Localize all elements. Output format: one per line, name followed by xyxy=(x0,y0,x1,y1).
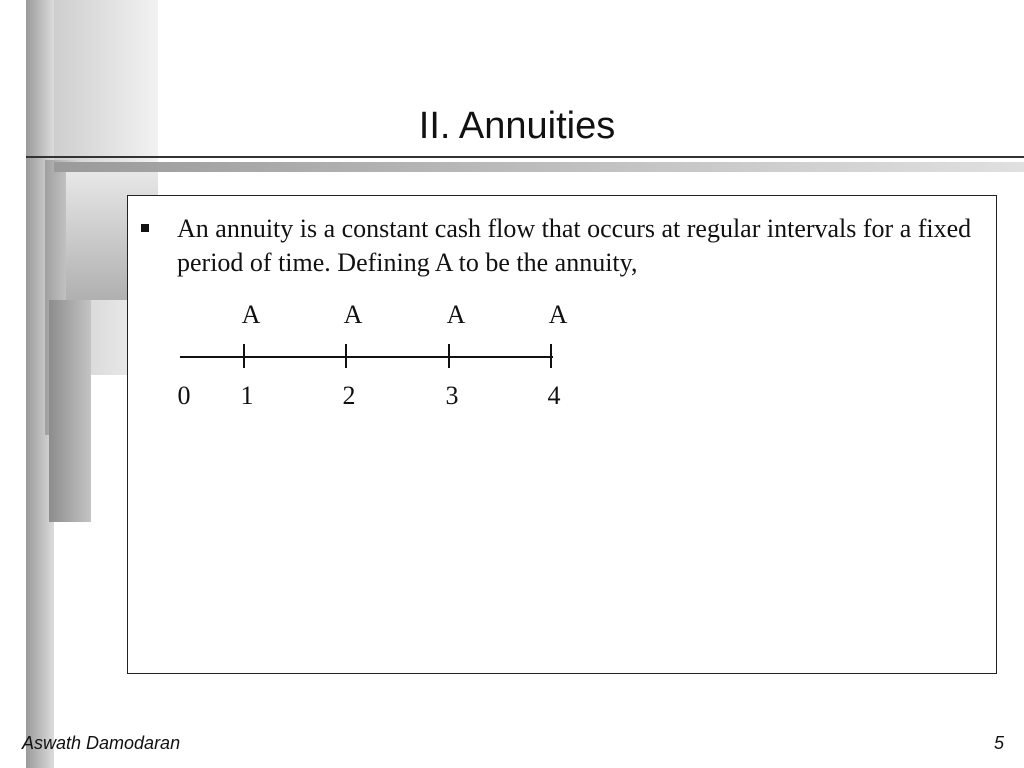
cash-flow-label: A xyxy=(446,300,466,329)
footer-author: Aswath Damodaran xyxy=(22,733,181,753)
title-underline xyxy=(26,156,1024,158)
period-label: 2 xyxy=(342,381,356,410)
slide-title: II. Annuities xyxy=(418,105,616,147)
timeline-tick xyxy=(243,344,245,368)
decorative-header-band xyxy=(54,162,1024,172)
bullet-square-icon xyxy=(141,224,149,232)
period-label: 0 xyxy=(177,381,191,410)
period-label: 3 xyxy=(445,381,459,410)
period-label: 1 xyxy=(240,381,254,410)
timeline-tick xyxy=(448,344,450,368)
page-number: 5 xyxy=(993,733,1004,753)
cash-flow-label: A xyxy=(548,300,568,329)
timeline-tick xyxy=(345,344,347,368)
timeline-tick xyxy=(550,344,552,368)
decorative-bar-lower xyxy=(49,300,91,522)
cash-flow-label: A xyxy=(241,300,261,329)
bullet-text: An annuity is a constant cash flow that occurs at regular intervals for a fixed period of time. Defining A to be the annuity, xyxy=(177,214,972,277)
timeline-line xyxy=(180,356,553,358)
period-label: 4 xyxy=(547,381,561,410)
cash-flow-label: A xyxy=(343,300,363,329)
